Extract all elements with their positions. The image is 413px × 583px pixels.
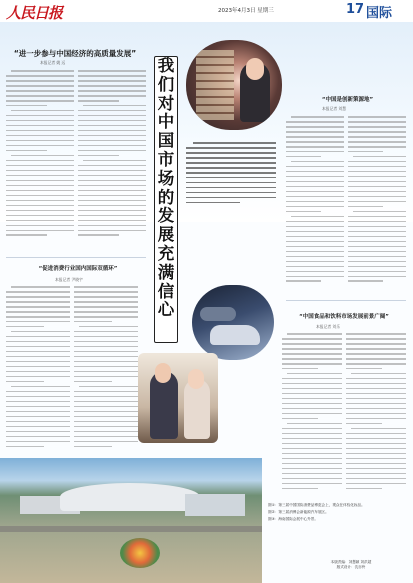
main-title-char: 市: [157, 149, 175, 169]
page-credit: [296, 560, 406, 570]
article-1-column-2: [78, 70, 146, 250]
article-1-byline: 本报记者 姚 远: [40, 60, 66, 65]
article-1-column-1: [6, 70, 74, 250]
main-title-char: 场: [157, 168, 175, 188]
main-title-char: 对: [157, 93, 175, 113]
main-title: [154, 56, 178, 343]
main-title-char: 充: [157, 243, 175, 263]
credit-line-2: 版式设计：沈亦伶: [336, 565, 366, 569]
main-title-char: 我: [157, 56, 175, 75]
credit-line-1: 本版责编：刘慧颖 刘洪超: [330, 560, 372, 564]
article-4-column-2: [346, 333, 406, 498]
caption-2: 图②：第三届消博会新能源汽车展区。: [268, 510, 329, 515]
article-2-byline: 本报记者 尹晓宇: [55, 277, 83, 282]
dateline: 2023年4月3日 星期三: [218, 8, 274, 14]
main-title-char: 国: [157, 131, 175, 151]
article-3-column-2: [348, 116, 406, 288]
main-title-char: 满: [157, 262, 175, 282]
article-3-column-1: [286, 116, 344, 288]
article-4-headline: “中国食品和饮料市场发展前景广阔”: [299, 314, 389, 320]
article-4-byline: 本报记者 刘乐: [316, 324, 340, 329]
article-3-headline: “中国是创新策源地”: [321, 97, 374, 103]
section-name: 国际: [366, 6, 393, 21]
article-4-column-1: [282, 333, 342, 498]
article-3-byline: 本报记者 刘慧: [322, 106, 346, 111]
divider: [6, 257, 146, 258]
lead-paragraph: [186, 142, 276, 207]
masthead: [0, 0, 413, 23]
article-2-column-1: [6, 286, 70, 454]
main-title-char: 心: [157, 300, 175, 320]
article-2-headline: “促进消费行业国内国际双循环”: [38, 266, 118, 272]
main-title-char: 的: [157, 187, 175, 207]
photo-captions: [268, 503, 408, 525]
main-title-char: 中: [157, 112, 175, 132]
caption-1: 图①：第三届中国国际消费品博览会上，观众在体验化妆品。: [268, 503, 365, 507]
main-title-char: 信: [157, 281, 175, 301]
article-1-headline: “进一步参与中国经济的高质量发展”: [13, 49, 137, 58]
caption-3: 图③：海南国际会展中心外景。: [268, 517, 318, 522]
main-title-char: 们: [157, 74, 175, 94]
main-title-char: 展: [157, 225, 175, 245]
article-2-column-2: [74, 286, 138, 454]
convention-center-aerial-photo: [0, 458, 262, 583]
divider: [286, 300, 406, 301]
newspaper-logo: 人民日报: [6, 4, 63, 22]
cosmetics-shop-photo: [186, 40, 282, 130]
visitors-photo: [138, 353, 218, 443]
car-exhibition-photo: [192, 285, 274, 360]
main-title-char: 发: [157, 206, 175, 226]
page-number: 17: [346, 2, 365, 17]
